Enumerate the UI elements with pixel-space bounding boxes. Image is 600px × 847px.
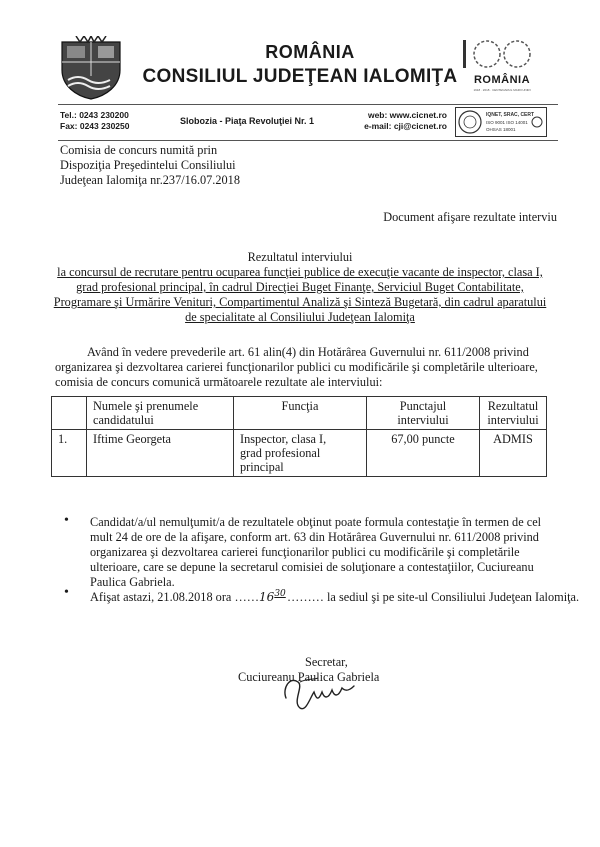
header-name-line-1: Numele şi prenumele bbox=[93, 399, 199, 413]
secretary-label: Secretar, bbox=[305, 655, 348, 669]
title-line-2: la concursul de recrutare pentru ocuparea funcţiei publice de execuţie vacante de inspector, clasa I, bbox=[57, 265, 543, 279]
certification-seal bbox=[455, 107, 547, 137]
notice-line-2: mult 24 de ore de la afişare, conform art. 63 din Hotărârea Guvernului nr. 611/2008 privind bbox=[90, 530, 539, 544]
cell-nr: 1. bbox=[52, 430, 87, 477]
header-function-line-1: Funcţia bbox=[281, 399, 319, 413]
header-score-line-1: Punctajul bbox=[399, 399, 447, 413]
notice-line-5: Paulica Gabriela. bbox=[90, 575, 175, 589]
header-divider-bottom bbox=[58, 140, 558, 141]
cell-result: ADMIS bbox=[480, 430, 547, 477]
cell-score: 67,00 puncte bbox=[367, 430, 480, 477]
bullet-dot: • bbox=[64, 585, 69, 600]
title-line-5: de specialitate al Consiliului Judeţean Ialomiţa bbox=[185, 310, 415, 324]
contest-notice bbox=[90, 515, 560, 590]
centenar-label: ROMÂNIA bbox=[473, 74, 531, 86]
header-fax: Fax: 0243 230250 bbox=[60, 121, 130, 131]
commission-line-2: Dispoziţia Preşedintelui Consiliului bbox=[60, 158, 236, 172]
notice-line-3: organizarea şi dezvoltarea carierei funcţionarilor publici cu modificările şi completările bbox=[90, 545, 520, 559]
commission-line-1: Comisia de concurs numită prin bbox=[60, 143, 218, 157]
intro-line-2: organizarea şi dezvoltarea carierei funcţionarilor publici cu modificările şi completările ulterioare, bbox=[55, 360, 538, 374]
function-line-3: principal bbox=[240, 460, 284, 474]
commission-block bbox=[60, 143, 320, 188]
cell-function bbox=[234, 430, 367, 477]
table-header-row bbox=[52, 397, 547, 430]
table-row bbox=[52, 430, 547, 477]
title-line-4: Programare şi Urmărire Venituri, Compartimentul Analiză şi Sinteză Bugetară, din cadrul aparatului bbox=[53, 295, 547, 309]
results-table bbox=[51, 396, 547, 477]
header-address: Slobozia - Piaţa Revoluţiei Nr. 1 bbox=[180, 116, 315, 126]
intro-line-1: Având în vedere prevederile art. 61 alin(4) din Hotărârea Guvernului nr. 611/2008 privind bbox=[87, 345, 529, 359]
header-divider-top bbox=[58, 104, 558, 105]
secretary-name: Cuciureanu Paulica Gabriela bbox=[238, 670, 380, 684]
function-line-1: Inspector, clasa I, bbox=[240, 432, 327, 446]
posting-suffix: ……… la sediul şi pe site-ul Consiliului Judeţean Ialomiţa. bbox=[287, 590, 580, 604]
header-name-line-2: candidatului bbox=[93, 413, 154, 427]
header-cell-result bbox=[480, 397, 547, 430]
header-cell-nr bbox=[52, 397, 87, 430]
bullet-dot: • bbox=[64, 513, 69, 528]
header-result-line-1: Rezultatul bbox=[487, 399, 539, 413]
centenar-subtitle: 1918 · 2018 · CENTENARUL MARII UNIRI bbox=[473, 88, 531, 92]
handwritten-time bbox=[259, 587, 287, 605]
header-result-line-2: interviului bbox=[487, 413, 539, 427]
posting-notice bbox=[90, 587, 580, 605]
header-council-name: CONSILIUL JUDEŢEAN IALOMIŢA bbox=[142, 66, 458, 87]
intro-paragraph bbox=[55, 345, 560, 390]
intro-line-3: comisia de concurs comunică următoarele rezultate ale interviului: bbox=[55, 375, 383, 389]
handwritten-signature bbox=[280, 668, 360, 718]
function-line-2: grad profesional bbox=[240, 446, 321, 460]
handwritten-minutes: 30 bbox=[274, 589, 286, 599]
notice-line-1: Candidat/a/ul nemulţumit/a de rezultatele obţinut poate formula contestaţie în termen de cel bbox=[90, 515, 542, 529]
seal-title: IQNET, SRAC, CERT bbox=[486, 112, 535, 118]
header-cell-name bbox=[87, 397, 234, 430]
header-cell-score bbox=[367, 397, 480, 430]
commission-line-3: Judeţean Ialomiţa nr.237/16.07.2018 bbox=[60, 173, 240, 187]
county-coat-of-arms bbox=[58, 36, 124, 100]
header-score-line-2: interviului bbox=[397, 413, 449, 427]
handwritten-hour: 16 bbox=[259, 590, 275, 604]
document-title bbox=[40, 250, 560, 325]
centenar-logo bbox=[455, 36, 555, 104]
seal-line-2: OHSAS 18001 bbox=[486, 127, 516, 132]
header-country: ROMÂNIA bbox=[265, 42, 355, 62]
header-web: web: www.cicnet.ro bbox=[367, 110, 447, 120]
header-tel: Tel.: 0243 230200 bbox=[60, 110, 129, 120]
posting-prefix: Afişat astazi, 21.08.2018 ora …… bbox=[90, 590, 260, 604]
cell-name: Iftime Georgeta bbox=[87, 430, 234, 477]
title-line-1: Rezultatul interviului bbox=[247, 250, 353, 264]
header-cell-function bbox=[234, 397, 367, 430]
seal-line-1: ISO 9001 ISO 14001 bbox=[486, 120, 528, 125]
header-email: e-mail: cji@cicnet.ro bbox=[364, 121, 447, 131]
notice-line-4: ulterioare, care se depune la secretarul comisiei de soluţionare a contestaţiilor, Cuciureanu bbox=[90, 560, 534, 574]
document-label: Document afişare rezultate interviu bbox=[383, 210, 557, 224]
title-line-3: grad profesional principal, în cadrul Direcţiei Buget Finanţe, Serviciul Buget Contabilitate, bbox=[76, 280, 524, 294]
